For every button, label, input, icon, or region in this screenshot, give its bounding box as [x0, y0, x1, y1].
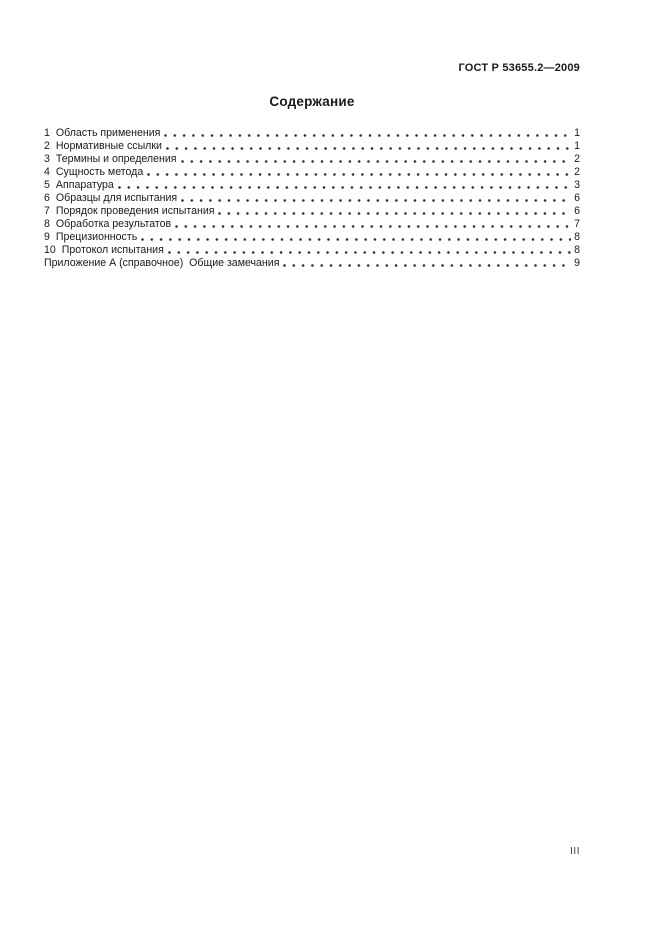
toc-entry-number: 10 [44, 244, 56, 256]
folio-page-number: III [570, 846, 580, 857]
toc-entry [44, 140, 580, 153]
toc-entry-page: 6 [574, 192, 580, 204]
page-title: Содержание [269, 94, 355, 109]
toc-entry-label: Сущность метода [55, 166, 144, 178]
toc-entry [44, 127, 580, 140]
toc-entry-page: 1 [574, 140, 580, 152]
dot-leader [147, 166, 571, 179]
toc-entry-number: 1 [44, 127, 50, 139]
toc-entry [44, 244, 580, 257]
toc-entry-page: 2 [574, 166, 580, 178]
toc-entry-number: 6 [44, 192, 50, 204]
toc-entry-label: Приложение А (справочное) Общие замечания [44, 257, 280, 269]
toc-entry-page: 3 [574, 179, 580, 191]
toc-entry [44, 179, 580, 192]
toc-entry-number: 3 [44, 153, 50, 165]
toc-entry-number: 7 [44, 205, 50, 217]
toc-entry-number: 9 [44, 231, 50, 243]
toc-entry-page: 8 [574, 244, 580, 256]
toc-entry [44, 192, 580, 205]
toc-entry-number: 2 [44, 140, 50, 152]
toc-entry-label: Термины и определения [55, 153, 177, 165]
toc-entry [44, 231, 580, 244]
toc-entry-label: Нормативные ссылки [55, 140, 162, 152]
dot-leader [164, 127, 571, 140]
toc-entry-label: Порядок проведения испытания [55, 205, 215, 217]
toc-entry-number: 8 [44, 218, 50, 230]
toc-entry [44, 257, 580, 270]
toc-entry-label: Прецизионность [55, 231, 138, 243]
dot-leader [118, 179, 571, 192]
dot-leader [283, 257, 571, 270]
toc-entry [44, 205, 580, 218]
dot-leader [141, 231, 571, 244]
toc-entry-label: Область применения [55, 127, 161, 139]
toc-entry-page: 1 [574, 127, 580, 139]
table-of-contents [44, 127, 580, 270]
dot-leader [181, 153, 571, 166]
toc-entry-label: Образцы для испытания [55, 192, 178, 204]
toc-entry-label: Аппаратура [55, 179, 114, 191]
toc-entry-label: Обработка результатов [55, 218, 172, 230]
toc-entry-number: 5 [44, 179, 50, 191]
toc-entry-page: 2 [574, 153, 580, 165]
toc-entry [44, 153, 580, 166]
toc-entry-page: 9 [574, 257, 580, 269]
toc-entry-page: 8 [574, 231, 580, 243]
toc-entry-label: Протокол испытания [61, 244, 164, 256]
toc-entry-number: 4 [44, 166, 50, 178]
toc-entry-page: 7 [574, 218, 580, 230]
standard-designation: ГОСТ Р 53655.2—2009 [458, 62, 580, 74]
toc-entry-page: 6 [574, 205, 580, 217]
dot-leader [166, 140, 571, 153]
dot-leader [181, 192, 571, 205]
dot-leader [218, 205, 571, 218]
dot-leader [175, 218, 571, 231]
toc-entry [44, 218, 580, 231]
dot-leader [168, 244, 571, 257]
toc-entry [44, 166, 580, 179]
